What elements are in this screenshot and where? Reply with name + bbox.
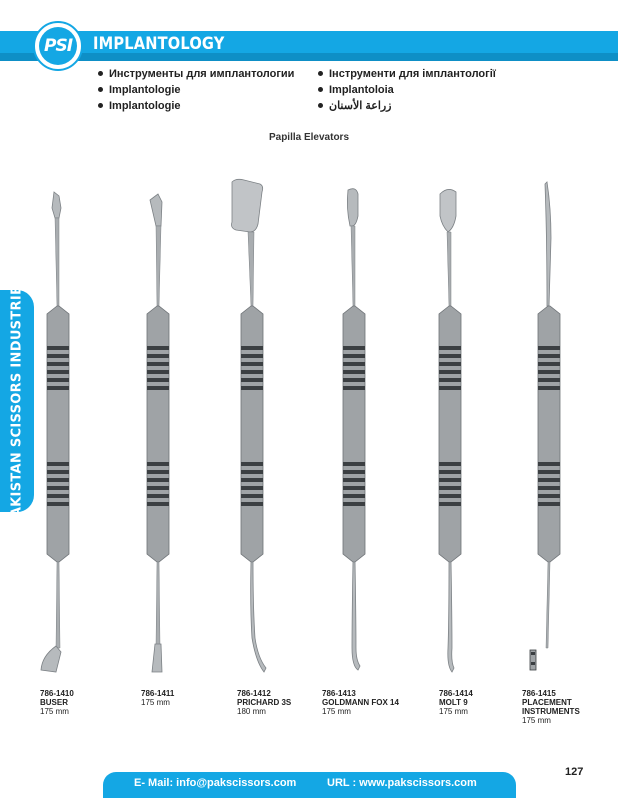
bullet-icon [318, 103, 323, 108]
product-code: 786-1410 [40, 689, 74, 698]
instrument-image-buser [28, 178, 88, 678]
bullet-icon [318, 71, 323, 76]
caption-786-1414 [439, 689, 473, 716]
product-name-line-2: INSTRUMENTS [522, 707, 580, 716]
language-item: Инструменты для имплантологии [98, 66, 294, 82]
language-list-right [318, 66, 496, 114]
instrument-image-786-1411 [128, 178, 188, 678]
caption-786-1410 [40, 689, 74, 716]
caption-786-1412 [237, 689, 291, 716]
caption-786-1415 [522, 689, 580, 725]
language-item: زراعة الأسنان [318, 98, 496, 114]
logo-text: PSI [39, 27, 77, 65]
product-name: MOLT 9 [439, 698, 468, 707]
product-size: 175 mm [141, 698, 170, 707]
product-code: 786-1413 [322, 689, 356, 698]
bullet-icon [98, 71, 103, 76]
product-code: 786-1412 [237, 689, 271, 698]
product-name: GOLDMANN FOX 14 [322, 698, 399, 707]
product-size: 175 mm [522, 716, 551, 725]
product-name: BUSER [40, 698, 69, 707]
product-size: 175 mm [439, 707, 468, 716]
language-item: Інструменти для імплантології [318, 66, 496, 82]
section-title: IMPLANTOLOGY [93, 34, 225, 54]
side-tab-label: PAKISTAN SCISSORS INDUSTRIES [9, 276, 25, 526]
product-group-subtitle: Papilla Elevators [268, 132, 350, 143]
product-name: PLACEMENT [522, 698, 572, 707]
language-item: Implantologie [98, 82, 294, 98]
caption-786-1411 [141, 689, 174, 707]
bullet-icon [98, 87, 103, 92]
product-size: 175 mm [40, 707, 69, 716]
language-item: Implantoloia [318, 82, 496, 98]
product-name: PRICHARD 3S [237, 698, 292, 707]
product-code: 786-1414 [439, 689, 473, 698]
instrument-image-molt-9 [420, 178, 480, 678]
footer-email[interactable]: E- Mail: info@pakscissors.com [134, 777, 297, 789]
bullet-icon [98, 103, 103, 108]
instrument-image-goldmann-fox-14 [324, 178, 384, 678]
product-code: 786-1415 [522, 689, 556, 698]
product-size: 175 mm [322, 707, 351, 716]
caption-786-1413 [322, 689, 399, 716]
product-code: 786-1411 [141, 689, 175, 698]
language-item: Implantologie [98, 98, 294, 114]
instrument-image-prichard-3s [222, 178, 282, 678]
page-number: 127 [565, 766, 584, 778]
instrument-image-placement-instruments [519, 178, 579, 678]
footer-url[interactable]: URL : www.pakscissors.com [327, 777, 477, 789]
language-list-left [98, 66, 294, 114]
product-size: 180 mm [237, 707, 266, 716]
header-bar-shade [0, 53, 618, 61]
bullet-icon [318, 87, 323, 92]
psi-logo [33, 21, 83, 71]
